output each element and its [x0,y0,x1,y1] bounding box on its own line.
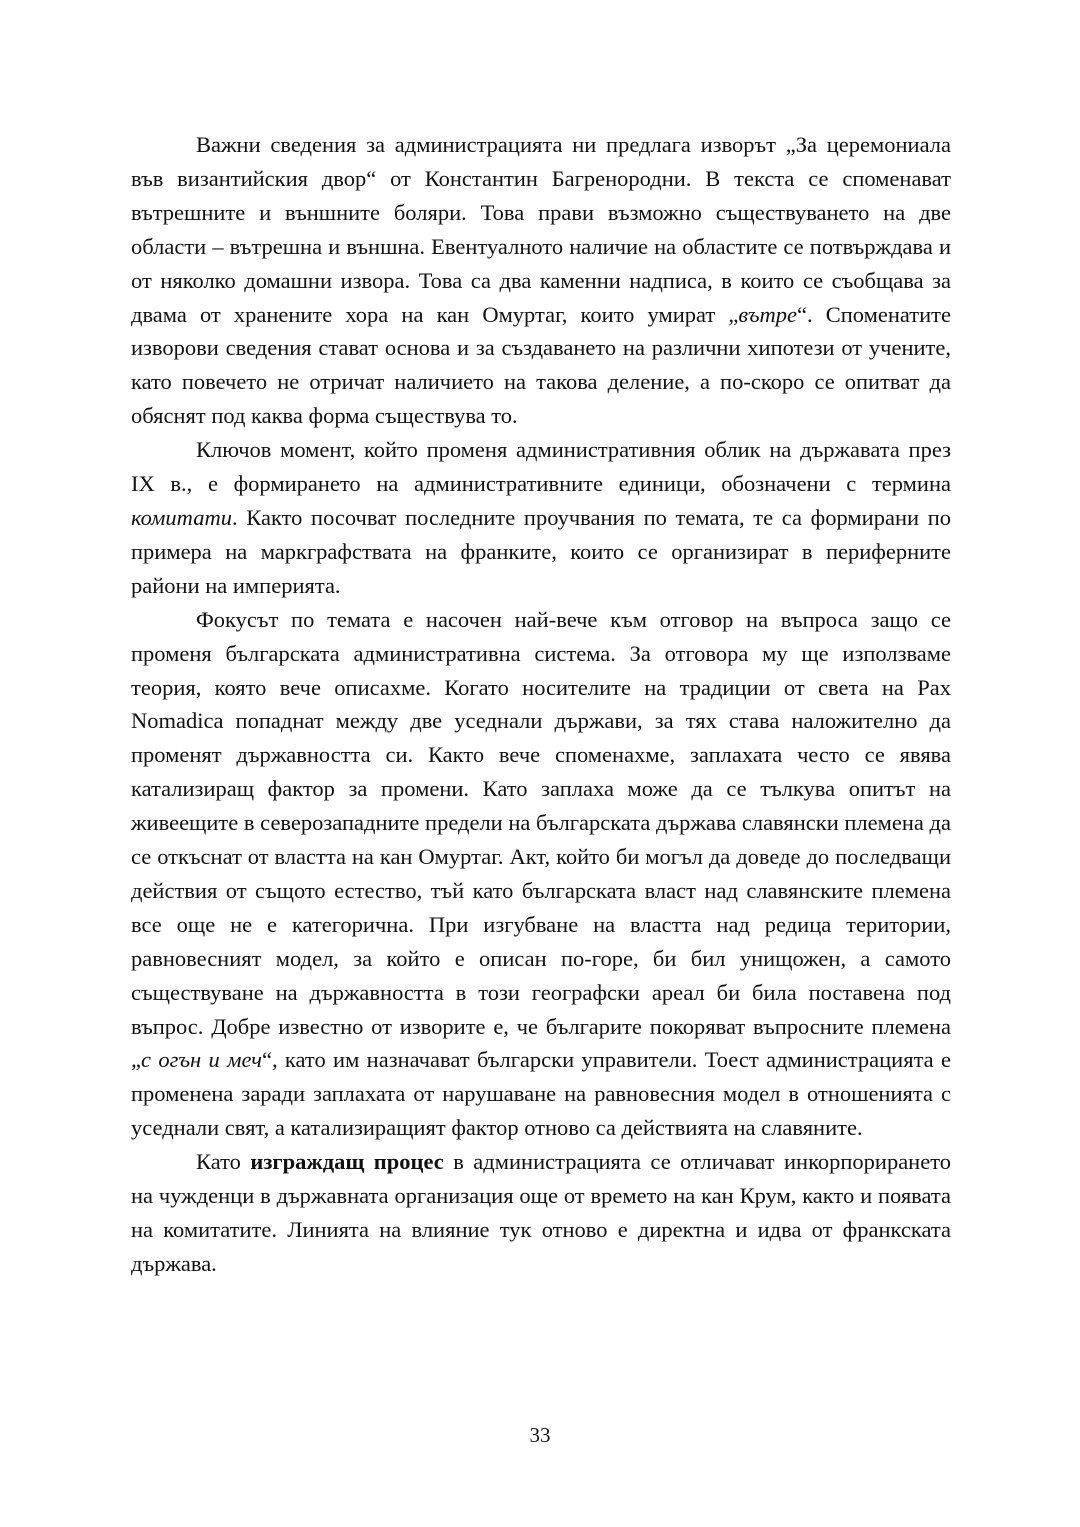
paragraph-text: . Както посочват последните проучвания по темата, те са формирани по примера на маркграфствата на франките, които се организират в периферните райони на империята. [131,504,951,598]
document-body [131,128,951,1281]
italic-term-komitati: комитати [131,504,232,530]
italic-term-vatre: вътре [738,301,798,327]
paragraph-text: в администрацията се отличават инкорпорирането на чужденци в държавната организация още от времето на кан Крум, както и появата на комитатите. Линията на влияние тук отново е директна и идва от франкската държава. [131,1149,951,1276]
page-number: 33 [529,1423,551,1447]
paragraph-text: “. Споменатите изворови сведения стават основа и за създаването на различни хипотези от учените, като повечето не отричат наличието на такова деление, а по-скоро се опитват да обяснят под каква форма съществува то. [131,301,951,429]
paragraph-text: Важни сведения за администрацията ни предлага изворът „За церемониала във византийския двор“ от Константин Багренородни. В текста се споменават вътрешните и външните боляри. Това прави възможно съществуването на две области – вътрешна и външна. Евентуалното наличие на областите се потвърждава и от няколко домашни извора. Това са два каменни надписа, в които се съобщава за двама от хранените хора на кан Омуртаг, които умират „ [131,132,951,327]
paragraph-3 [131,603,951,1146]
paragraph-text: “, като им назначават български управители. Тоест администрацията е променена заради заплахата от нарушаване на равновесния модел в отношенията с уседнали свят, а катализиращият фактор отново са действията на славяните. [131,1047,952,1141]
paragraph-2 [131,433,951,603]
paragraph-text: Фокусът по темата е насочен най-вече към отговор на въпроса защо се променя българската административна система. За отговора му ще използваме теория, която вече описахме. Когато носителите на традиции от света на Pax Nomadica попаднат между две уседнали държави, за тях става наложително да променят държавността си. Както вече споменахме, заплахата често се явява катализиращ фактор за промени. Като заплаха може да се тълкува опитът на живеещите в северозападните предели на българската държава славянски племена да се откъснат от властта на кан Омуртаг. Акт, който би могъл да доведе до последващи действия от същото естество, тъй като българската власт над славянските племена все още не е категорична. При изгубване на властта над редица територии, равновесният модел, за който е описан по-горе, би бил унищожен, а самото съществуване на държавността в този географски ареал би била поставена под въпрос. Добре известно от изворите е, че българите покоряват въпросните племена „ [131,606,951,1073]
paragraph-1 [131,128,951,433]
bold-term-izgrazhdasht-protses: изграждащ процес [250,1149,444,1175]
paragraph-text: Ключов момент, който променя административния облик на държавата през IX в., е формирането на административните единици, обозначени с термина [131,437,951,497]
paragraph-text: Като [196,1149,251,1175]
paragraph-4 [131,1145,951,1281]
italic-quote-s-ogan-i-mech: с огън и меч [141,1047,262,1073]
